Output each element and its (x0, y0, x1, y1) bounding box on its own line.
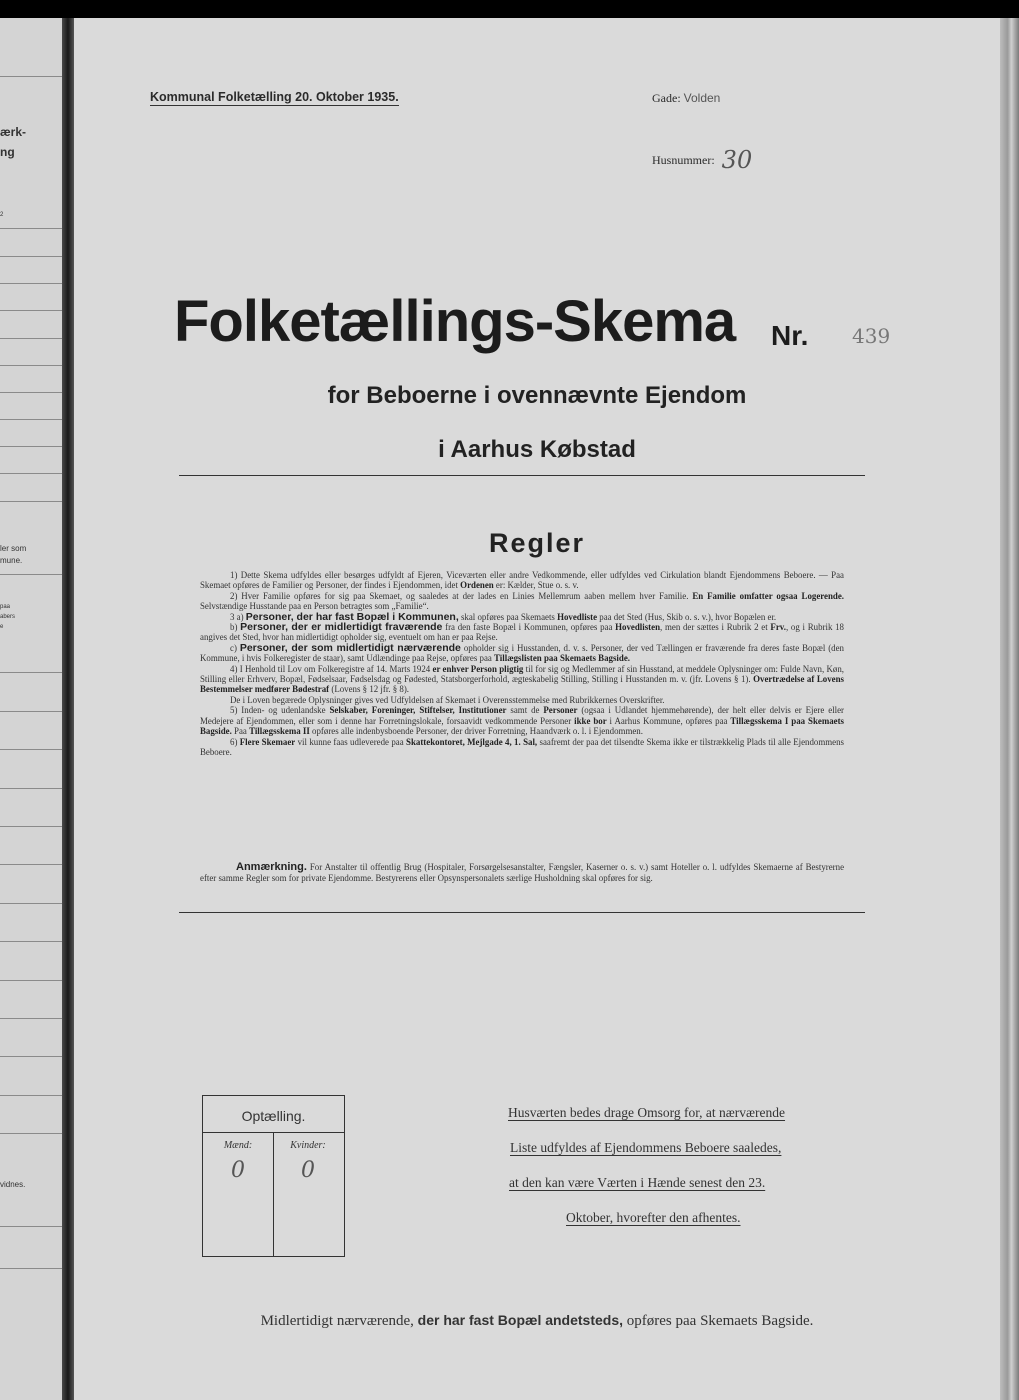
rule-4: 4) I Henhold til Lov om Folkeregistre af 14. Marts 1924 er enhver Person pligtig til for sig og Medlemmer af sin Husstand, at meddele Oplysninger om: Fulde Navn, Køn, Stilling eller Erhverv, Bopæl, Fødselsaar, Fødselsdag og Fødested, Statsborgerforhold, ægteskabelig Stilling, Stilling i Husstanden m. v. (jfr. Lovens § 1). Overtrædelse af Lovens Bestemmelser medfører Bødestraf (Lovens § 12 jfr. § 8). (200, 663, 845, 695)
women-count: 0 (301, 1158, 315, 1183)
notice-line: Husværten bedes drage Omsorg for, at nærværende (508, 1105, 786, 1120)
rule-3a: 3 a) Personer, der har fast Bopæl i Kommunen, skal opføres paa Skemaets Hovedliste paa det Sted (Hus, Skib o. s. v.), hvor Bopælen er. (230, 610, 777, 623)
form-number-label: Nr. (771, 320, 809, 351)
men-label: Mænd: (223, 1140, 253, 1151)
left-page-text: vidnes. (0, 1180, 26, 1189)
left-page-text: ler som (0, 544, 27, 553)
women-label: Kvinder: (290, 1140, 326, 1151)
left-page-fragment (0, 18, 62, 1400)
book-gutter (62, 18, 74, 1400)
rule-6: 6) Flere Skemaer vil kunne faas udleverede paa Skattekontoret, Mejlgade 4, 1. Sal, saafremt der paa det tilsendte Skema ikke er tilstrækkelig Plads til alle Ejendommens Beboere. (200, 736, 844, 757)
left-page-text: ærk- (0, 125, 27, 139)
rules-heading: Regler (488, 528, 586, 558)
left-page-text: ng (0, 145, 15, 159)
rules-text (200, 570, 844, 757)
rule-4b: De i Loven begærede Oplysninger gives ved Udfyldelsen af Skemaet i Overensstemmelse med Rubrikkernes Overskrifter. (230, 694, 665, 705)
house-number-value: 30 (721, 146, 753, 174)
house-number-label: Husnummer: (652, 153, 715, 167)
footer-part2: der har fast Bopæl andetsteds, (417, 1312, 624, 1328)
left-page-text: 2 (0, 212, 4, 218)
annotation (200, 862, 844, 884)
tally-box (202, 1095, 345, 1257)
footer-note (74, 1312, 1000, 1330)
divider-bottom (179, 912, 865, 913)
annotation-text: For Anstalter til offentlig Brug (Hospitaler, Forsørgelsesanstalter, Fængsler, Kaserner o. s. v.) samt Hoteller o. l. udfyldes Skemaerne af Bestyrerne efter samme Regler som for private Ejendomme. Bestyrerens eller Opsynspersonalets særlige Husholdning skal opføres for sig. (200, 862, 845, 883)
notice-line: Oktober, hvorefter den afhentes. (566, 1210, 741, 1225)
street-value: Volden (683, 91, 721, 105)
left-page-text: abers (0, 614, 16, 620)
rule-1: 1) Dette Skema udfyldes eller besørges udfyldt af Ejeren, Viceværten eller andre Vedkommende, eller udfyldes ved Cirkulation blandt Ejendommens Beboere. — Paa Skemaet opføres de Familier og Personer, der findes i Ejendommen, idet Ordenen er: Kælder, Stue o. s. v. (200, 570, 844, 591)
form-subtitle: for Beboerne i ovennævnte Ejendom (327, 382, 747, 409)
form-title: Folketællings-Skema (174, 289, 736, 354)
left-page-text: e (0, 624, 4, 630)
annotation-label: Anmærkning. (236, 861, 307, 873)
form-number-value: 439 (852, 324, 891, 348)
rule-5: 5) Inden- og udenlandske Selskaber, Foreninger, Stiftelser, Institutioner samt de Personer (ogsaa i Udlandet hjemmehørende), der helt eller delvis er Ejere eller Medejere af Ejendommen, eller som i denne har Forretningslokale, forsaavidt vedkommende Personer ikke bor i Aarhus Kommune, opføres paa Tillægsskema I paa Skemaets Bagside. Paa Tillægsskema II opføres alle indenbysboende Personer, der driver Forretning, Haandværk o. l. i Ejendommen. (200, 705, 844, 737)
house-number-field (652, 142, 753, 174)
census-form-page (74, 18, 1000, 1400)
tally-title: Optælling. (241, 1108, 306, 1124)
notice-line: Liste udfyldes af Ejendommens Beboere saaledes, (510, 1140, 782, 1155)
divider-top (179, 475, 865, 476)
left-page-text: mune. (0, 556, 23, 565)
footer-part3: opføres paa Skemaets Bagside. (626, 1313, 814, 1329)
form-subtitle-city: i Aarhus Købstad (438, 436, 636, 463)
street-field (652, 91, 720, 106)
rule-3b: b) Personer, der er midlertidigt fraværende fra den faste Bopæl i Kommunen, opføres paa Hovedlisten, men der sættes i Rubrik 2 et Frv., og i Rubrik 18 angives det Sted, hvor han midlertidigt opholder sig, eventuelt om han er paa Rejse. (200, 621, 844, 643)
street-label: Gade: (652, 91, 681, 105)
census-title: Kommunal Folketælling 20. Oktober 1935. (150, 90, 399, 104)
men-count: 0 (231, 1158, 245, 1183)
rule-2: 2) Hver Familie opføres for sig paa Skemaet, og saaledes at der lades en Linies Mellemrum aaben mellem hver Familie. En Familie omfatter ogsaa Logerende. Selvstændige Husstande paa en Person betragtes som „Familie“. (200, 590, 845, 612)
left-page-text: paa (0, 604, 11, 610)
footer-part1: Midlertidigt nærværende, (260, 1313, 414, 1329)
notice-line: at den kan være Værten i Hænde senest den 23. (509, 1175, 766, 1190)
rule-3c: c) Personer, der som midlertidigt nærværende opholder sig i Husstanden, d. v. s. Personer, der ved Tællingen er fraværende fra deres faste Bopæl (den Kommune, i hvis Folkeregister de staar), samt Udlændinge paa Rejse, opføres paa Tillægslisten paa Skemaets Bagside. (200, 641, 844, 664)
page-edge (1000, 18, 1019, 1400)
